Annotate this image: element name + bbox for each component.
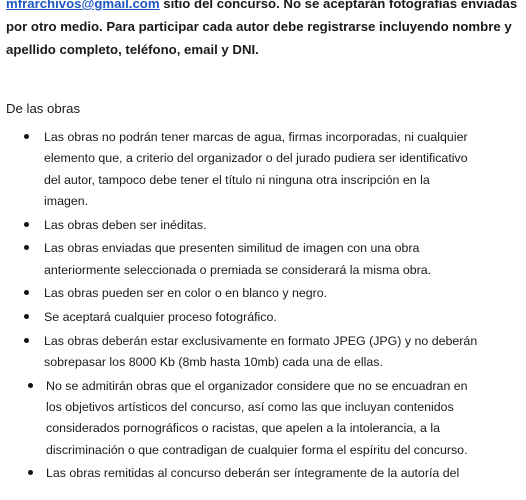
rule-item bbox=[0, 463, 520, 484]
intro-line-1 bbox=[6, 0, 526, 15]
rule-line: Las obras deben ser inéditas. bbox=[44, 217, 207, 232]
bullet-icon bbox=[28, 383, 33, 388]
rule-item bbox=[0, 238, 520, 281]
rule-item bbox=[0, 331, 520, 374]
bullet-icon bbox=[28, 470, 33, 475]
rule-line: los objetivos artísticos del concurso, así como las que incluyan contenidos bbox=[46, 400, 454, 414]
bullet-icon bbox=[24, 134, 29, 139]
rule-line: considerados pornográficos o racistas, que apelen a la intolerancia, a la bbox=[46, 421, 440, 436]
rule-line: discriminación o que contradigan de cualquier forma el espíritu del concurso. bbox=[46, 442, 468, 457]
email-link[interactable]: mfrarchivos@gmail.com bbox=[6, 0, 160, 11]
rule-item bbox=[0, 376, 520, 462]
rule-line: anteriormente seleccionada o premiada se considerará la misma obra. bbox=[44, 262, 432, 277]
rule-line: No se admitirán obras que el organizador considere que no se encuadran en bbox=[46, 378, 468, 393]
rule-item bbox=[0, 127, 520, 213]
rule-line: elemento que, a criterio del organizador o del jurado pudiera ser identificativo bbox=[44, 151, 468, 166]
rules-list bbox=[0, 127, 520, 487]
bullet-icon bbox=[24, 338, 29, 343]
rule-line: Las obras enviadas que presenten similitud de imagen con una obra bbox=[44, 241, 420, 256]
section-title: De las obras bbox=[6, 101, 81, 116]
bullet-icon bbox=[24, 222, 29, 227]
rule-line: Las obras pueden ser en color o en blanco y negro. bbox=[44, 286, 328, 301]
intro-line-1-text: sitio del concurso. No se aceptarán fotografías enviadas bbox=[159, 0, 518, 11]
rule-item bbox=[0, 307, 520, 328]
rule-line: del autor, tampoco debe tener el título ni ninguna otra inscripción en la bbox=[44, 172, 430, 187]
bullet-icon bbox=[24, 290, 29, 295]
intro-paragraph bbox=[6, 0, 526, 61]
rule-line: Se aceptará cualquier proceso fotográfico. bbox=[44, 310, 277, 324]
rule-line: Las obras remitidas al concurso deberán ser íntegramente de la autoría del bbox=[46, 466, 460, 481]
rule-line: imagen. bbox=[44, 194, 89, 209]
bullet-icon bbox=[24, 314, 29, 319]
rule-item bbox=[0, 215, 520, 236]
rule-line: sobrepasar los 8000 Kb (8mb hasta 10mb) cada una de ellas. bbox=[44, 355, 383, 369]
intro-line-2: por otro medio. Para participar cada autor debe registrarse incluyendo nombre y bbox=[6, 19, 512, 34]
bullet-icon bbox=[24, 245, 29, 250]
rule-line: Las obras deberán estar exclusivamente en formato JPEG (JPG) y no deberán bbox=[44, 333, 478, 348]
rule-line: Las obras no podrán tener marcas de agua, firmas incorporadas, ni cualquier bbox=[44, 130, 468, 144]
rule-item bbox=[0, 283, 520, 304]
intro-line-3: apellido completo, teléfono, email y DNI. bbox=[6, 42, 259, 57]
